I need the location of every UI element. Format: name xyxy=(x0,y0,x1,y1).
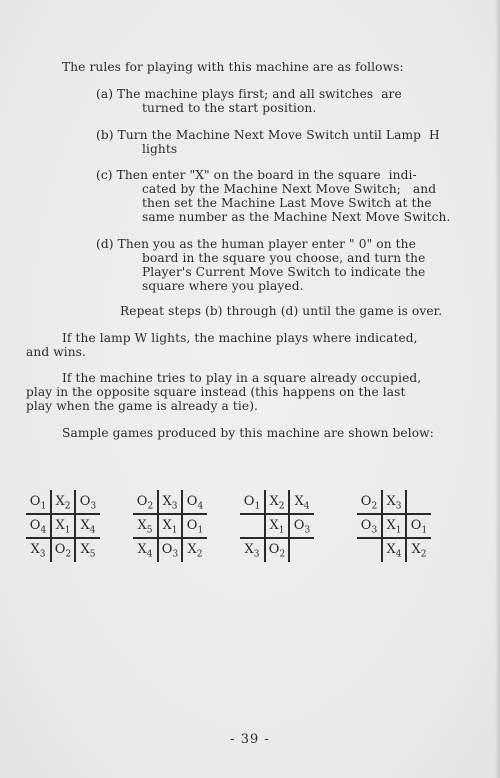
board-cell xyxy=(240,490,264,514)
board-cell xyxy=(290,490,314,514)
move-number: 3 xyxy=(90,501,97,512)
step-a-line1: (a) The machine plays first; and all switches are xyxy=(96,87,402,101)
cell-mark: X xyxy=(80,542,90,557)
cell-mark: X xyxy=(386,494,396,509)
board-cell xyxy=(290,538,314,562)
cell-mark: O xyxy=(136,494,148,509)
board-cell xyxy=(158,490,182,514)
occupied-line2: play in the opposite square instead (this happens on the last xyxy=(26,385,406,399)
sample-game-board xyxy=(133,490,207,562)
cell-mark: O xyxy=(410,518,422,533)
move-number: 1 xyxy=(278,525,285,536)
cell-mark: O xyxy=(186,494,198,509)
move-number: 3 xyxy=(304,525,311,536)
cell-mark: X xyxy=(137,542,147,557)
move-number: 2 xyxy=(279,549,286,560)
step-c-line4: same number as the Machine Next Move Switch. xyxy=(142,210,451,224)
board-cell xyxy=(265,490,289,514)
cell-mark: X xyxy=(55,518,65,533)
sample-game-board xyxy=(26,490,100,562)
sample-game-board xyxy=(357,490,431,562)
board-cell xyxy=(183,514,207,538)
move-number: 3 xyxy=(371,525,378,536)
board-cell xyxy=(51,514,75,538)
move-number: 2 xyxy=(65,549,72,560)
cell-mark: X xyxy=(137,518,147,533)
cell-mark: O xyxy=(268,542,280,557)
step-a-line2: turned to the start position. xyxy=(142,101,317,115)
samples-heading: Sample games produced by this machine are shown below: xyxy=(62,426,434,440)
page-edge-shadow xyxy=(495,0,500,778)
move-number: 1 xyxy=(40,501,47,512)
board-cell xyxy=(407,490,431,514)
sample-game-board xyxy=(240,490,314,562)
move-number: 2 xyxy=(64,501,71,512)
cell-mark: O xyxy=(186,518,198,533)
move-number: 4 xyxy=(395,549,402,560)
cell-mark: O xyxy=(54,542,66,557)
board-cell xyxy=(133,514,157,538)
move-number: 5 xyxy=(146,525,153,536)
board-cell xyxy=(240,538,264,562)
board-cell xyxy=(357,514,381,538)
move-number: 3 xyxy=(171,501,178,512)
move-number: 2 xyxy=(420,549,427,560)
board-cell xyxy=(76,514,100,538)
cell-mark: O xyxy=(29,518,41,533)
move-number: 4 xyxy=(40,525,47,536)
move-number: 1 xyxy=(197,525,204,536)
move-number: 3 xyxy=(395,501,402,512)
move-number: 1 xyxy=(64,525,71,536)
board-cell xyxy=(133,538,157,562)
board-cell xyxy=(26,514,50,538)
board-cell xyxy=(158,538,182,562)
cell-mark: X xyxy=(386,542,396,557)
cell-mark: O xyxy=(79,494,91,509)
board-cell xyxy=(51,538,75,562)
board-cell xyxy=(183,490,207,514)
cell-mark: X xyxy=(269,494,279,509)
move-number: 2 xyxy=(278,501,285,512)
step-c-line2: cated by the Machine Next Move Switch; and xyxy=(142,182,437,196)
board-cell xyxy=(382,538,406,562)
cell-mark: O xyxy=(243,494,255,509)
intro-text: The rules for playing with this machine are as follows: xyxy=(62,60,404,74)
move-number: 3 xyxy=(172,549,179,560)
cell-mark: X xyxy=(411,542,421,557)
move-number: 2 xyxy=(196,549,203,560)
cell-mark: X xyxy=(187,542,197,557)
step-d-line3: Player's Current Move Switch to indicate the xyxy=(142,265,426,279)
cell-mark: X xyxy=(162,518,172,533)
cell-mark: X xyxy=(294,494,304,509)
move-number: 4 xyxy=(303,501,310,512)
board-cell xyxy=(26,538,50,562)
move-number: 2 xyxy=(147,501,154,512)
board-cell xyxy=(357,538,381,562)
repeat-text: Repeat steps (b) through (d) until the game is over. xyxy=(120,304,443,318)
board-cell xyxy=(158,514,182,538)
move-number: 5 xyxy=(89,549,96,560)
move-number: 1 xyxy=(171,525,178,536)
cell-mark: O xyxy=(360,518,372,533)
board-cell xyxy=(133,490,157,514)
move-number: 4 xyxy=(146,549,153,560)
move-number: 1 xyxy=(395,525,402,536)
step-d-line1: (d) Then you as the human player enter " 0" on the xyxy=(96,237,416,251)
cell-mark: O xyxy=(29,494,41,509)
board-cell xyxy=(265,514,289,538)
board-cell xyxy=(382,490,406,514)
board-cell xyxy=(382,514,406,538)
step-c-line1: (c) Then enter "X" on the board in the square indi- xyxy=(96,168,417,182)
occupied-line3: play when the game is already a tie). xyxy=(26,399,259,413)
cell-mark: X xyxy=(269,518,279,533)
move-number: 3 xyxy=(39,549,46,560)
cell-mark: X xyxy=(30,542,40,557)
board-cell xyxy=(290,514,314,538)
cell-mark: X xyxy=(162,494,172,509)
move-number: 4 xyxy=(197,501,204,512)
cell-mark: O xyxy=(293,518,305,533)
step-c-line3: then set the Machine Last Move Switch at the xyxy=(142,196,432,210)
cell-mark: O xyxy=(161,542,173,557)
lamp-w-line2: and wins. xyxy=(26,345,86,359)
board-cell xyxy=(51,490,75,514)
cell-mark: X xyxy=(55,494,65,509)
step-b-line2: lights xyxy=(142,142,178,156)
cell-mark: O xyxy=(360,494,372,509)
cell-mark: X xyxy=(386,518,396,533)
board-cell xyxy=(76,538,100,562)
board-cell xyxy=(265,538,289,562)
step-d-line4: square where you played. xyxy=(142,279,304,293)
board-cell xyxy=(407,514,431,538)
board-cell xyxy=(357,490,381,514)
step-d-line2: board in the square you choose, and turn the xyxy=(142,251,426,265)
board-cell xyxy=(26,490,50,514)
cell-mark: X xyxy=(244,542,254,557)
move-number: 2 xyxy=(371,501,378,512)
move-number: 3 xyxy=(253,549,260,560)
board-cell xyxy=(407,538,431,562)
move-number: 4 xyxy=(89,525,96,536)
board-cell xyxy=(76,490,100,514)
step-b-line1: (b) Turn the Machine Next Move Switch until Lamp H xyxy=(96,128,440,142)
page-number: - 39 - xyxy=(230,732,270,747)
board-cell xyxy=(240,514,264,538)
cell-mark: X xyxy=(80,518,90,533)
move-number: 1 xyxy=(421,525,428,536)
lamp-w-line1: If the lamp W lights, the machine plays where indicated, xyxy=(62,331,418,345)
move-number: 1 xyxy=(254,501,261,512)
board-cell xyxy=(183,538,207,562)
occupied-line1: If the machine tries to play in a square already occupied, xyxy=(62,371,422,385)
